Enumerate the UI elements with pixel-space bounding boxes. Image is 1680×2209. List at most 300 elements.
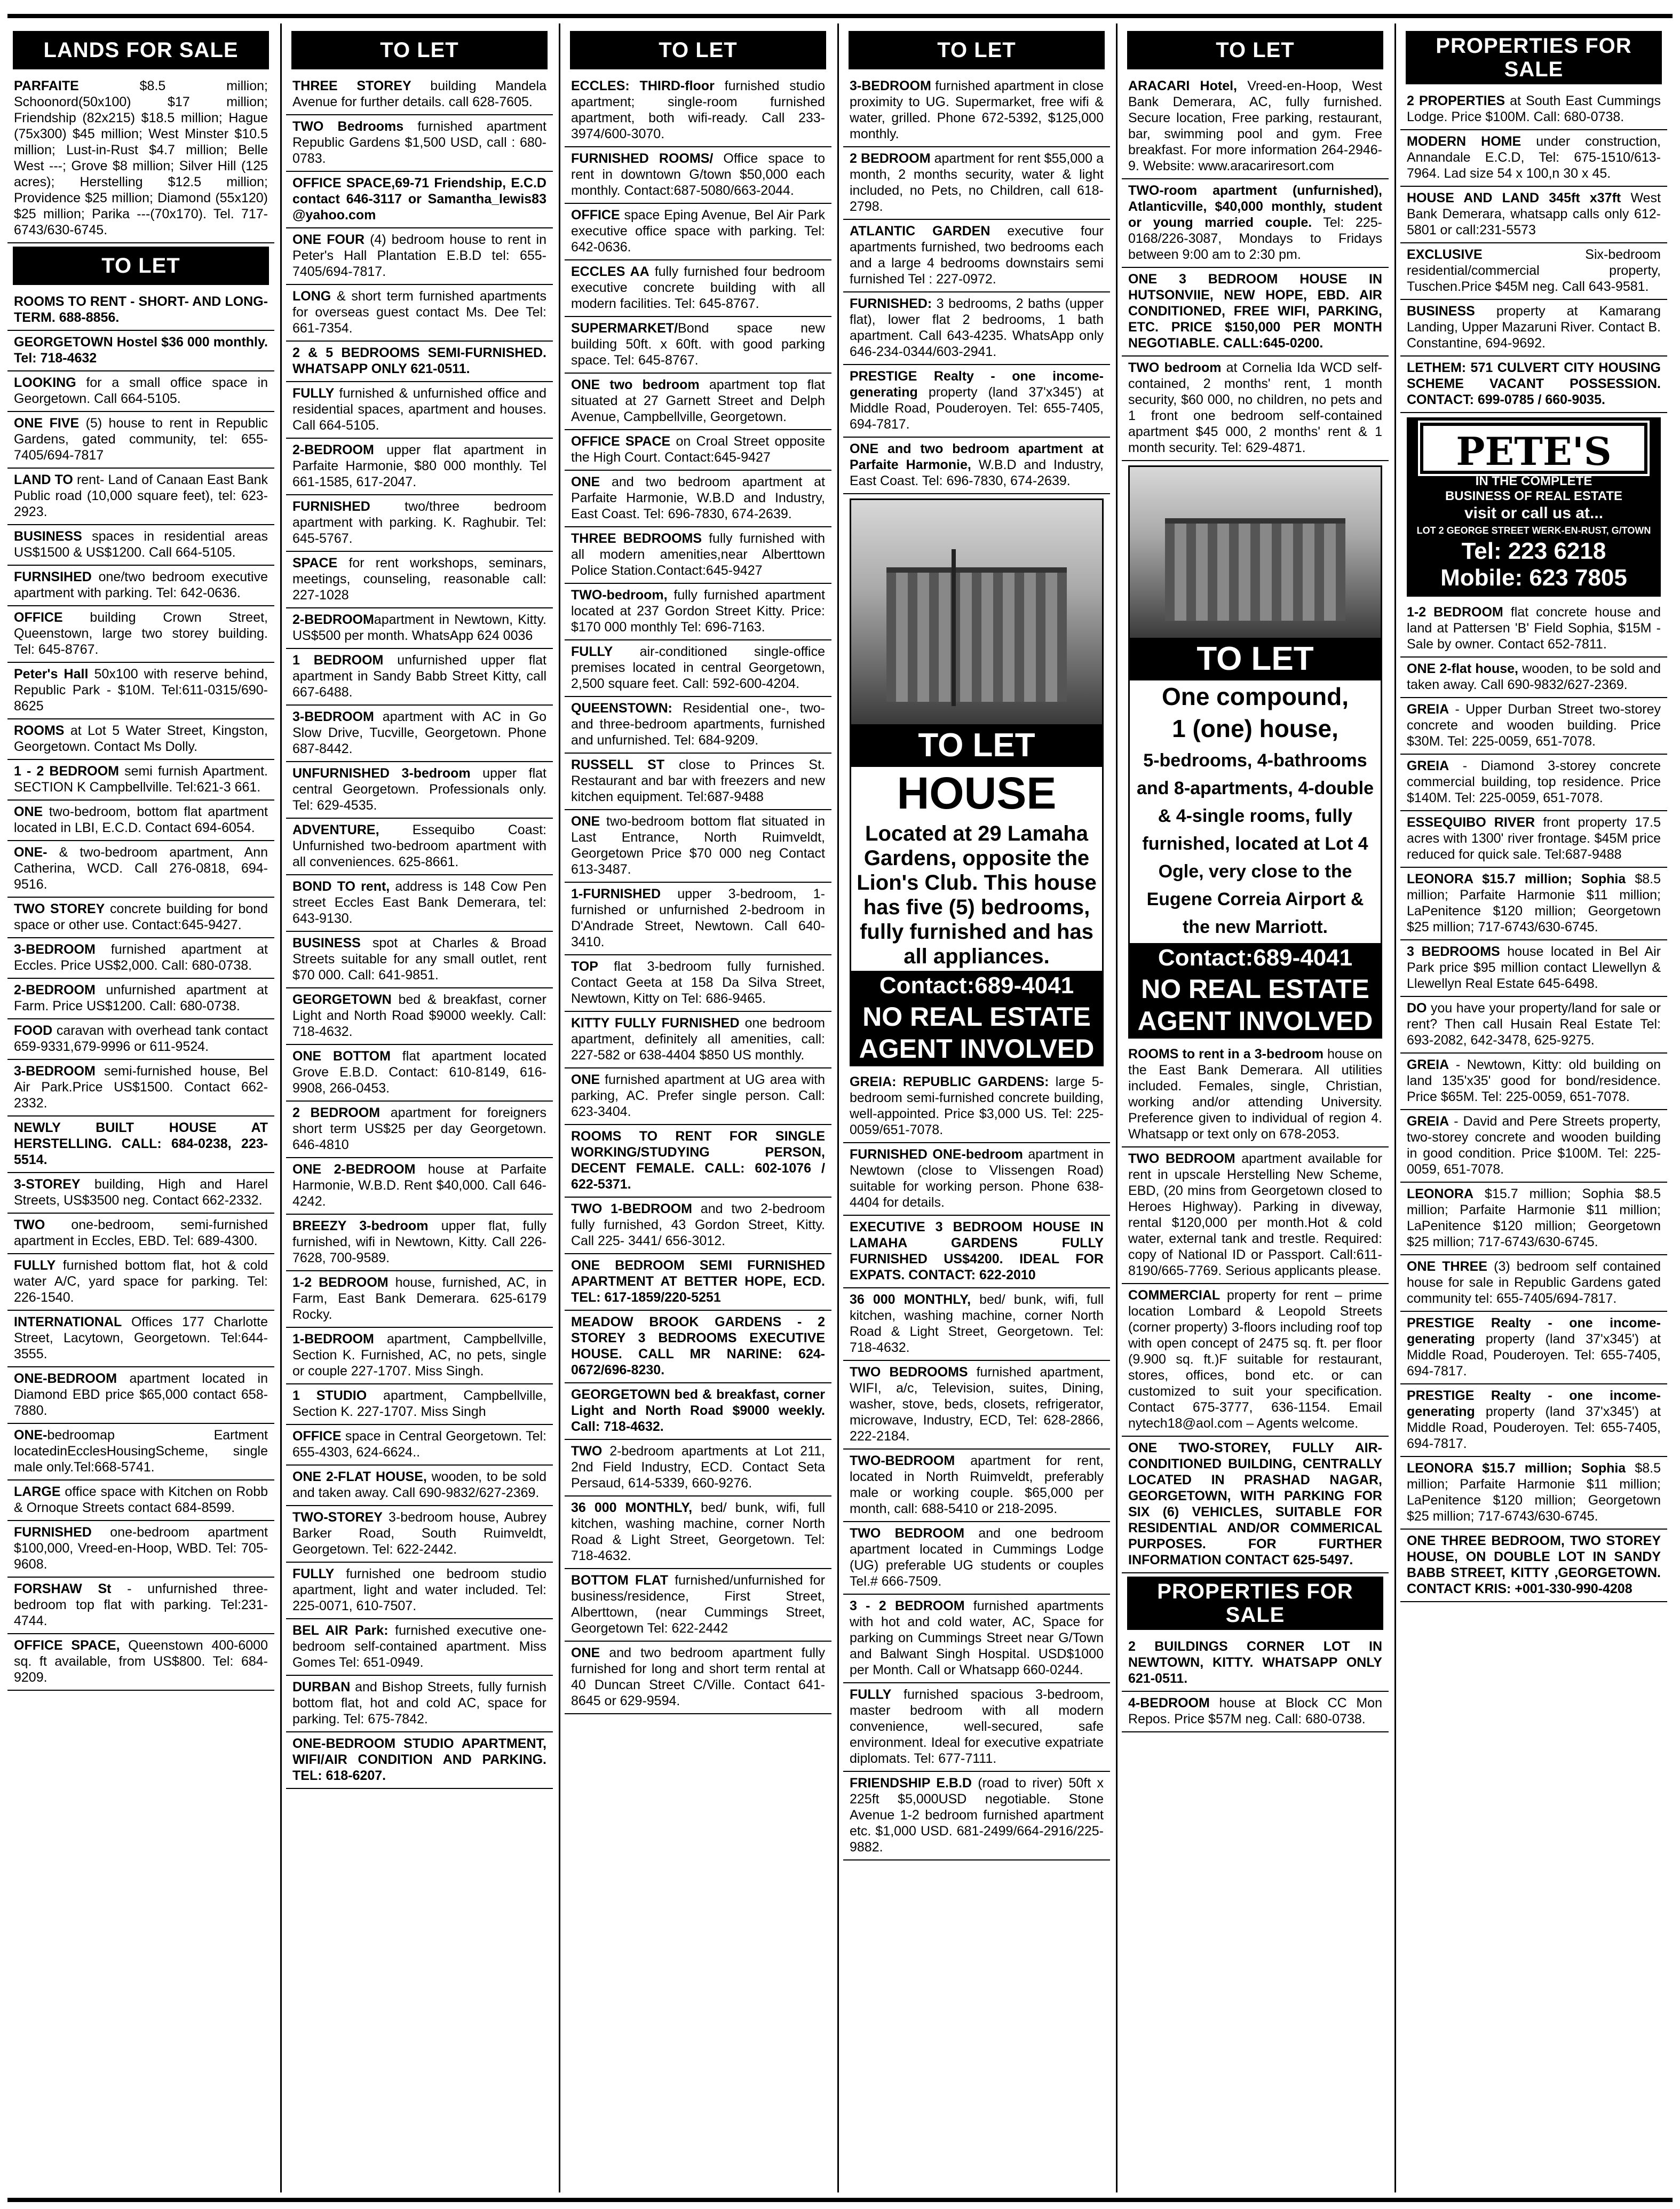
- ad-text: fully furnished apartment located at 237 Gordon Street Kitty. Price: $170 000 monthly Tel: 696-7163.: [571, 588, 825, 635]
- ad-text: at Cornelia Ida WCD self-contained, 2 months' rent, 1 month security, $60 000, no children, no pets and 1 front one bedroom self-contained apartment $45 000, 2 months' rent & 1 month security. Tel: 629-4871.: [1128, 360, 1382, 455]
- classified-ad: [7, 1578, 274, 1634]
- classified-ad: [1122, 1284, 1389, 1437]
- display-ad-header: TO LET: [851, 724, 1102, 767]
- ad-text: West Bank Demerara, whatsapp calls only 612-5801 or call:231-5573: [1407, 191, 1661, 237]
- ad-text: one/two bedroom executive apartment with parking. Tel: 642-0636.: [14, 569, 268, 600]
- ad-lead: ROOMS to rent in a 3-bedroom: [1128, 1047, 1324, 1062]
- ad-lead: 1 - 2 BEDROOM: [14, 764, 119, 779]
- ad-lead: PRESTIGE Realty - one income-generating: [850, 369, 1104, 400]
- ad-lead: 3-BEDROOM: [292, 709, 374, 724]
- classified-ad: [1400, 1054, 1667, 1110]
- ad-lead: PRESTIGE Realty - one income-generating: [1407, 1388, 1661, 1419]
- ad-text: Tel: 225-0168/226-3087, Mondays to Fridays between 9:00 am to 2:30 pm.: [1128, 215, 1382, 262]
- ad-text: 50x100 with reserve behind, Republic Park - $10M. Tel:611-0315/690-8625: [14, 667, 268, 714]
- classified-ad: [565, 430, 831, 471]
- ad-lead: LETHEM: 571 CULVERT CITY HOUSING SCHEME VACANT POSSESSION. CONTACT: 699-0785 / 660-9035.: [1407, 360, 1661, 407]
- ad-text: fully furnished with all modern amenities,near Alberttown Police Station.Contact:645-9427: [571, 531, 825, 578]
- ad-lead: TWO BEDROOM: [1128, 1151, 1235, 1166]
- classified-ad: [286, 172, 553, 228]
- ad-lead: TWO-STOREY: [292, 1510, 383, 1525]
- ad-lead: ONE two bedroom: [571, 377, 700, 392]
- classified-ad: [1400, 1312, 1667, 1384]
- ad-text: caravan with overhead tank contact 659-9331,679-9996 or 611-9524.: [14, 1023, 268, 1054]
- ad-text: concrete building for bond space or other use. Contact:645-9427.: [14, 901, 268, 932]
- classified-ad: [7, 1521, 274, 1578]
- classified-ad: [7, 566, 274, 606]
- classified-ad: [7, 663, 274, 719]
- classified-ad: [1400, 658, 1667, 698]
- petes-logo: PETE'S: [1420, 423, 1648, 474]
- ad-text: apartment in Newtown, Kitty. US$500 per month. WhatsApp 624 0036: [292, 612, 546, 643]
- ad-text: at Lot 5 Water Street, Kingston, Georgetown. Contact Ms Dolly.: [14, 723, 268, 754]
- classified-ad: [7, 1019, 274, 1060]
- column-divider: [837, 23, 839, 2192]
- ad-lead: ONE-: [14, 1428, 47, 1443]
- column-to-let-5: [1122, 28, 1389, 2191]
- section-header-to-let: TO LET: [1127, 31, 1383, 69]
- ad-lead: 1 STUDIO: [292, 1388, 367, 1403]
- petes-address: LOT 2 GEORGE STREET WERK-EN-RUST, G/TOWN: [1416, 525, 1651, 536]
- ad-lead: 2 & 5 BEDROOMS SEMI-FURNISHED. WHATSAPP ONLY 621-0511.: [292, 345, 546, 376]
- ad-lead: COMMERCIAL: [1128, 1288, 1221, 1303]
- classified-ad: [286, 75, 553, 115]
- classified-ad: [565, 1311, 831, 1383]
- classified-ad: [1400, 187, 1667, 243]
- ad-text: apartment, Campbellville, Section K. 227-1707. Miss Singh: [292, 1388, 547, 1419]
- ad-text: 3-bedroom house, Aubrey Barker Road, South Ruimveldt, Georgetown. Tel: 622-2442.: [292, 1510, 546, 1557]
- classified-ad: [843, 438, 1110, 494]
- ad-text: building Crown Street, Queenstown, large two storey building. Tel: 645-8767.: [14, 610, 268, 657]
- classified-ad: [1400, 90, 1667, 130]
- classified-ad: [565, 1012, 831, 1068]
- classified-ad: [7, 938, 274, 979]
- classified-ad: [565, 260, 831, 317]
- ad-lead: 3 BEDROOMS: [1407, 944, 1500, 959]
- ad-lead: HOUSE AND LAND 345ft x37ft: [1407, 191, 1621, 205]
- ad-text: office space with Kitchen on Robb & Ornoque Streets contact 684-8599.: [14, 1484, 268, 1515]
- ad-lead: ONE-: [14, 845, 47, 860]
- classified-ad: [843, 1071, 1110, 1143]
- ad-lead: BUSINESS: [14, 529, 82, 544]
- ad-lead: ROOMS TO RENT - SHORT- AND LONG-TERM. 688-8856.: [14, 294, 268, 325]
- classified-ad: [1400, 300, 1667, 357]
- ad-lead: 36 000 MONTHLY,: [571, 1500, 693, 1515]
- ad-text: and Bishop Streets, fully furnish bottom flat, hot and cold AC, space for parking. Tel: 675-7842.: [292, 1680, 546, 1727]
- ad-lead: ECCLES: THIRD-floor: [571, 78, 715, 93]
- classified-ad: [565, 1198, 831, 1254]
- ad-lead: ROOMS: [14, 723, 65, 738]
- ad-text: semi-furnished house, Bel Air Park.Price US$1500. Contact 662-2332.: [14, 1064, 268, 1111]
- ad-lead: ATLANTIC GARDEN: [850, 224, 990, 239]
- ad-text: close to Princes St. Restaurant and bar with freezers and new kitchen equipment. Tel:687-9488: [571, 757, 825, 804]
- classified-ad: [7, 1214, 274, 1254]
- column-properties-for-sale: [1400, 28, 1667, 2191]
- ad-lead: 1-2 BEDROOM: [292, 1275, 389, 1290]
- ad-lead: FURNISHED: [292, 499, 370, 514]
- ad-text: - Upper Durban Street two-storey concrete and wooden building. Price $30M. Tel: 225-0059, 651-7078.: [1407, 702, 1661, 749]
- ad-lead: SUPERMARKET/: [571, 321, 678, 336]
- display-ad-header: TO LET: [1130, 638, 1381, 680]
- ad-lead: ONE: [571, 1645, 600, 1660]
- classified-ad: [565, 697, 831, 754]
- classified-ad: [286, 706, 553, 762]
- classified-ad: [286, 1271, 553, 1328]
- ad-lead: BREEZY 3-bedroom: [292, 1218, 429, 1233]
- ad-text: unfurnished upper flat apartment in Sandy Babb Street Kitty, call 667-6488.: [292, 653, 546, 700]
- ad-text: furnished one bedroom studio apartment, light and water included. Tel: 225-0071, 610-7507.: [292, 1566, 546, 1613]
- ad-lead: GREIA: REPUBLIC GARDENS:: [850, 1074, 1049, 1089]
- classified-ad: [286, 1215, 553, 1271]
- ad-text: apartment in Newtown (close to Vlissengen Road) suitable for working person. Phone 638-4404 for details.: [850, 1147, 1104, 1210]
- ad-text: 3 bedrooms, 2 baths (upper flat), lower flat 2 bedrooms, 1 bath apartment. Call 643-4235. WhatsApp only 646-234-0344/603-2941.: [850, 296, 1104, 359]
- ad-lead: ONE and two bedroom apartment at Parfaite Harmonie,: [850, 441, 1104, 472]
- ad-lead: ONE: [571, 1072, 600, 1087]
- ad-text: Vreed-en-Hoop, West Bank Demerara, AC, fully furnished. Secure location, Free parking, restaurant, bar, swimming pool and gym. Free breakfast. For more information 264-2946-9. Website: www.aracariresort.com: [1128, 78, 1382, 173]
- ad-lead: THREE STOREY: [292, 78, 411, 93]
- ad-lead: 1 BEDROOM: [292, 653, 384, 668]
- ad-text: two-bedroom bottom flat situated in Last Entrance, North Ruimveldt, Georgetown Price $70 000 neg Contact 613-3487.: [571, 814, 825, 877]
- display-ad-line: 1 (one) house,: [1172, 715, 1338, 742]
- ad-text: house located in Bel Air Park price $95 million contact Llewellyn & Llewellyn Real Estate 645-6498.: [1407, 944, 1661, 991]
- ad-lead: 3-STOREY: [14, 1177, 81, 1192]
- ad-text: (4) bedroom house to rent in Peter's Hall Plantation E.B.D tel: 655-7405/694-7817.: [292, 232, 546, 279]
- ad-lead: OFFICE SPACE,: [14, 1638, 120, 1653]
- ad-text: two/three bedroom apartment with parking. K. Raghubir. Tel: 645-5767.: [292, 499, 546, 546]
- ad-text: space in Central Georgetown. Tel: 655-4303, 624-6624..: [292, 1429, 546, 1460]
- classified-ad: [7, 412, 274, 469]
- classified-ad: [286, 1732, 553, 1789]
- classified-ad: [286, 608, 553, 649]
- classified-ad: [286, 1158, 553, 1215]
- ad-lead: ONE: [14, 804, 43, 819]
- classified-ad: [286, 1466, 553, 1506]
- classified-ad: [286, 552, 553, 608]
- ad-text: wooden, to be sold and taken away. Call 690-9832/627-2369.: [1407, 661, 1661, 692]
- ad-lead: 3-BEDROOM: [850, 78, 931, 93]
- ad-text: air-conditioned single-office premises located in central Georgetown, 2,500 square feet. Call: 592-600-4204.: [571, 644, 825, 691]
- ad-lead: 2-BEDROOM: [292, 442, 374, 457]
- classified-ad: [286, 382, 553, 439]
- compound-photo: [1130, 467, 1381, 638]
- classified-ad: [286, 228, 553, 285]
- classified-ad: [7, 1634, 274, 1691]
- ad-text: space Eping Avenue, Bel Air Park executive office space with parking. Tel: 642-0636.: [571, 208, 825, 255]
- classified-ad: [1122, 179, 1389, 268]
- classified-ad: [565, 955, 831, 1012]
- ad-lead: 1-FURNISHED: [571, 886, 661, 901]
- ad-lead: DURBAN: [292, 1680, 351, 1695]
- classified-ad: [843, 1288, 1110, 1361]
- classified-ad: [565, 75, 831, 147]
- ad-text: - David and Pere Streets property, two-storey concrete and wooden building in good condition. Price $100M. Tel: 225-0059, 651-7078.: [1407, 1114, 1661, 1177]
- ad-text: & short term furnished apartments for overseas guest contact Ms. Dee Tel: 661-7354.: [292, 289, 546, 336]
- classified-ad: [286, 1563, 553, 1619]
- ad-text: house on the East Bank Demerara. All utilities included. Females, single, Christian, working and/or attending University. Preference given to individual of region 4. Whatsapp or text only on 678-2053.: [1128, 1047, 1382, 1142]
- ad-lead: ECCLES AA: [571, 264, 649, 279]
- classified-ad: [286, 1506, 553, 1563]
- classified-ad: [1400, 755, 1667, 811]
- classified-ad: [565, 1254, 831, 1311]
- ad-lead: TWO-BEDROOM: [850, 1453, 955, 1468]
- classified-ad: [565, 527, 831, 584]
- ad-text: upper flat apartment in Parfaite Harmonie, $80 000 monthly. Tel 661-1585, 617-2047.: [292, 442, 546, 489]
- classified-ad: [565, 1383, 831, 1440]
- ad-lead: INTERNATIONAL: [14, 1315, 122, 1329]
- classified-ad: [7, 1424, 274, 1480]
- ad-lead: ONE: [571, 474, 600, 489]
- classified-ad: [7, 75, 274, 243]
- ad-text: apartment available for rent in upscale Herstelling New Scheme, EBD, (20 mins from Georgetown closed to Heroes Highway). Parking in diveway, rental $120,000 per month.Hot & cold water, external tank and trestle. Required: copy of National ID or Passport. Call:611-8190/665-7769. Serious applicants please.: [1128, 1151, 1382, 1278]
- classified-ad: [565, 883, 831, 955]
- classified-ad: [565, 1125, 831, 1198]
- ad-lead: 2-BEDROOM: [292, 612, 374, 627]
- ad-lead: LEONORA $15.7 million; Sophia: [1407, 872, 1626, 886]
- ad-text: flat apartment located Grove E.B.D. Contact: 610-8149, 616-9908, 266-0453.: [292, 1049, 546, 1096]
- ad-lead: Peter's Hall: [14, 667, 89, 682]
- ad-text: fully furnished four bedroom executive concrete building with all modern facilities. Tel: 645-8767.: [571, 264, 825, 311]
- ad-lead: FURNISHED ONE-bedroom: [850, 1147, 1023, 1162]
- classified-ad: [565, 1642, 831, 1714]
- ad-lead: FURNISHED:: [850, 296, 932, 311]
- ad-lead: 2-BEDROOM: [14, 983, 96, 997]
- ad-lead: ONE 2-FLAT HOUSE,: [292, 1469, 427, 1484]
- ad-text: 2-bedroom apartments at Lot 211, 2nd Field Industry, ECD. Contact Seta Persaud, 614-5339, 660-9276.: [571, 1444, 825, 1491]
- classified-ad: [7, 525, 274, 566]
- ad-lead: DO: [1407, 1001, 1427, 1016]
- classified-ad: [1400, 997, 1667, 1054]
- ad-text: $8.5 million; Parfaite Harmonie $11 million; LaPenitence $120 million; Georgetown $25 million; 717-6743/630-6745.: [1407, 1461, 1661, 1524]
- ad-text: Bond space new building 50ft. x 60ft. with good parking space. Tel: 645-8767.: [571, 321, 825, 368]
- ad-text: furnished spacious 3-bedroom, master bedroom with all modern convenience, well-secured, safe environment. Ideal for executive expatriate diplomats. Tel: 677-7111.: [850, 1687, 1104, 1766]
- display-ad-body: 5-bedrooms, 4-bathrooms and 8-apartments, 4-double & 4-single rooms, fully furnished, located at Lot 4 Ogle, very close to the Eugene Correia Airport & the new Marriott.: [1137, 750, 1374, 937]
- ad-lead: FOOD: [14, 1023, 53, 1038]
- house-photo: [851, 500, 1102, 724]
- section-header-to-let: TO LET: [291, 31, 548, 69]
- classified-ad: [286, 115, 553, 172]
- display-ad-title: HOUSE: [897, 768, 1057, 818]
- house-display-ad: [850, 498, 1104, 1066]
- ad-lead: MEADOW BROOK GARDENS - 2 STOREY 3 BEDROOMS EXECUTIVE HOUSE. CALL MR NARINE: 624-0672/696-8230.: [571, 1315, 825, 1377]
- ad-text: one-bedroom, semi-furnished apartment in Eccles, EBD. Tel: 689-4300.: [14, 1217, 268, 1248]
- section-header-to-let: TO LET: [570, 31, 826, 69]
- classified-ad: [843, 1361, 1110, 1450]
- ad-text: furnished & unfurnished office and residential spaces, apartment and houses. Call 664-5105.: [292, 386, 546, 433]
- ad-lead: 2 BEDROOM: [850, 151, 931, 166]
- ad-text: one-bedroom apartment $100,000, Vreed-en-Hoop, WBD. Tel: 705-9608.: [14, 1525, 268, 1572]
- classified-ad: [843, 1683, 1110, 1772]
- ad-text: bed/ bunk, wifi, full kitchen, washing machine, corner North Road & Light Street, Georgetown. Tel: 718-4632.: [850, 1292, 1104, 1355]
- ad-text: building Mandela Avenue for further details. call 628-7605.: [292, 78, 546, 109]
- classified-ad: [843, 1450, 1110, 1522]
- compound-display-ad: [1128, 465, 1382, 1039]
- ad-text: furnished apartments with hot and cold water, AC, Space for parking on Cummings Street near G/Town and Balwant Singh Hospital. USD$1000 per Month. Call or Whatsapp 660-0244.: [850, 1598, 1104, 1677]
- ad-text: Residential one-, two- and three-bedroom apartments, furnished and unfurnished. Tel: 684-9209.: [571, 701, 825, 748]
- section-header-properties-for-sale: PROPERTIES FOR SALE: [1127, 1577, 1383, 1630]
- ad-text: property at Kamarang Landing, Upper Mazaruni River. Contact B. Constantine, 694-9692.: [1407, 304, 1661, 351]
- classified-ad: [286, 1102, 553, 1158]
- classified-ad: [286, 875, 553, 932]
- ad-lead: ONE TWO-STOREY, FULLY AIR-CONDITIONED BUILDING, CENTRALLY LOCATED IN PRASHAD NAGAR, GEORGETOWN, WITH PARKING FOR SIX (6) VEHICLES, SUITABLE FOR RESIDENTIAL AND/OR COMMERICAL PURPOSES. FOR FURTHER INFORMATION CONTACT 625-5497.: [1128, 1440, 1382, 1567]
- ad-text: apartment top flat situated at 27 Garnett Street and Delph Avenue, Campbellville, Georgetown.: [571, 377, 825, 424]
- classified-ad: [1400, 357, 1667, 413]
- ad-lead: OFFICE: [14, 610, 63, 625]
- ad-lead: 3-BEDROOM: [14, 1064, 96, 1079]
- petes-mobile: Mobile: 623 7805: [1440, 565, 1627, 591]
- ad-text: one bedroom apartment, definitely all amenities, call: 227-582 or 638-4404 $850 US monthly.: [571, 1016, 825, 1063]
- ad-lead: PRESTIGE Realty - one income-generating: [1407, 1316, 1661, 1347]
- display-ad-line: One compound,: [1161, 683, 1349, 710]
- ad-text: and one bedroom apartment located in Cummings Lodge (UG) preferable UG students or couples Tel.# 666-7509.: [850, 1526, 1104, 1589]
- ad-text: semi furnish Apartment. SECTION K Campbellville. Tel:621-3 661.: [14, 764, 268, 795]
- classified-ad: [1400, 811, 1667, 868]
- ad-lead: 2 BEDROOM: [292, 1105, 381, 1120]
- ad-lead: GEORGETOWN bed & breakfast, corner Light and North Road $9000 weekly. Call: 718-4632.: [571, 1387, 825, 1434]
- classified-ad: [843, 147, 1110, 220]
- classified-ad: [7, 841, 274, 898]
- classified-ad: [843, 1772, 1110, 1860]
- ad-lead: 36 000 MONTHLY,: [850, 1292, 971, 1307]
- classified-ad: [7, 979, 274, 1019]
- ad-text: Six-bedroom residential/commercial property, Tuschen.Price $45M neg. Call 643-9581.: [1407, 247, 1661, 294]
- ad-lead: TWO BEDROOMS: [850, 1365, 968, 1380]
- ad-text: furnished studio apartment; single-room furnished apartment, both wifi-ready. Call 233-3974/600-3070.: [571, 78, 825, 141]
- ad-lead: BUSINESS: [1407, 304, 1475, 319]
- classified-ad: [7, 331, 274, 371]
- ad-lead: ONE-BEDROOM: [14, 1371, 117, 1386]
- column-to-let-4: [843, 28, 1110, 2191]
- classified-ad: [1122, 1147, 1389, 1284]
- classified-ad: [565, 317, 831, 374]
- column-divider: [559, 23, 560, 2192]
- column-divider: [1394, 23, 1396, 2192]
- ad-lead: LARGE: [14, 1484, 61, 1499]
- ad-lead: ONE BEDROOM SEMI FURNISHED APARTMENT AT BETTER HOPE, ECD. TEL: 617-1859/220-5251: [571, 1258, 825, 1305]
- ad-lead: 2 BUILDINGS CORNER LOT IN NEWTOWN, KITTY. WHATSAPP ONLY 621-0511.: [1128, 1639, 1382, 1686]
- ad-text: and two 2-bedroom fully furnished, 43 Gordon Street, Kitty. Call 225- 3441/ 656-3012.: [571, 1201, 825, 1248]
- ad-lead: LONG: [292, 289, 331, 304]
- classified-ad: [1400, 130, 1667, 187]
- classified-ad: [7, 801, 274, 841]
- ad-lead: 4-BEDROOM: [1128, 1696, 1210, 1711]
- classified-ad: [565, 640, 831, 697]
- ad-text: & two-bedroom apartment, Ann Catherina, WCD. Call 276-0818, 694-9516.: [14, 845, 268, 892]
- classified-ad: [1400, 940, 1667, 997]
- ad-text: building, High and Harel Streets, US$3500 neg. Contact 662-2332.: [14, 1177, 268, 1208]
- classified-ad: [286, 932, 553, 988]
- petes-tagline: IN THE COMPLETE: [1475, 474, 1592, 488]
- ad-lead: ONE: [571, 814, 600, 829]
- ad-lead: FURNSIHED: [14, 569, 92, 584]
- ad-text: large 5-bedroom semi-furnished concrete building, well-appointed. Price $3,000 US. Tel: 225-0059/651-7078.: [850, 1074, 1104, 1137]
- ad-lead: 1-2 BEDROOM: [1407, 605, 1503, 620]
- ad-lead: ONE 2-BEDROOM: [292, 1162, 416, 1177]
- classified-ad: [7, 290, 274, 331]
- display-ad-body: Located at 29 Lamaha Gardens, opposite the Lion's Club. This house has five (5) bedrooms, fully furnished and has all appliances.: [857, 822, 1097, 968]
- ad-lead: TWO Bedrooms: [292, 119, 404, 134]
- ad-lead: TWO-room apartment (unfurnished), Atlanticville, $40,000 monthly, student or young married couple.: [1128, 183, 1382, 230]
- classified-ad: [7, 1117, 274, 1173]
- ad-lead: TWO: [14, 1217, 45, 1232]
- classified-ad: [1400, 1183, 1667, 1255]
- display-ad-contact: Contact:689-4041: [851, 971, 1102, 1001]
- classified-ad: [286, 819, 553, 875]
- ad-lead: FULLY: [292, 386, 335, 401]
- classified-ad: [565, 584, 831, 640]
- ad-lead: GREIA: [1407, 702, 1449, 717]
- classified-ad: [7, 606, 274, 663]
- ad-lead: LEONORA $15.7 million; Sophia: [1407, 1461, 1626, 1476]
- classified-ad: [286, 1676, 553, 1732]
- ad-lead: PARFAITE: [14, 78, 79, 93]
- ad-text: on Croal Street opposite the High Court. Contact:645-9427: [571, 434, 825, 465]
- ad-lead: EXCLUSIVE: [1407, 247, 1483, 262]
- ad-lead: GREIA: [1407, 1057, 1449, 1072]
- classified-ad: [843, 292, 1110, 365]
- ad-text: furnished apartment, WIFI, a/c, Television, suites, Dining, washer, stove, beds, closets, refrigerator, microwave, Industry, ECD, Tel: 628-2866, 222-2184.: [850, 1365, 1104, 1444]
- classified-ad: [843, 1143, 1110, 1216]
- ad-lead: THREE BEDROOMS: [571, 531, 702, 546]
- classified-ad: [7, 1254, 274, 1311]
- classified-ad: [286, 1425, 553, 1466]
- ad-lead: SPACE: [292, 556, 338, 571]
- ad-lead: BEL AIR Park:: [292, 1623, 389, 1638]
- ad-text: house at Parfaite Harmonie, W.B.D. Rent $40,000. Call 646-4242.: [292, 1162, 546, 1209]
- classified-ad: [843, 1522, 1110, 1595]
- ad-lead: 3-BEDROOM: [14, 942, 96, 957]
- section-header-lands-for-sale: LANDS FOR SALE: [13, 31, 269, 69]
- classified-ad: [1122, 357, 1389, 461]
- ad-lead: GEORGETOWN: [292, 992, 392, 1007]
- column-to-let-3: [565, 28, 831, 2191]
- ad-lead: ADVENTURE,: [292, 822, 379, 837]
- classified-ad: [1400, 1255, 1667, 1312]
- ad-text: apartment, Campbellville, Section K. Furnished, AC, no pets, single or couple 227-1707. Miss Singh.: [292, 1332, 546, 1379]
- ad-text: apartment for foreigners short term US$25 per day Georgetown. 646-4810: [292, 1105, 547, 1152]
- classified-ad: [565, 1068, 831, 1125]
- classified-ad: [7, 898, 274, 938]
- ad-lead: FULLY: [571, 644, 613, 659]
- ad-lead: ROOMS TO RENT FOR SINGLE WORKING/STUDYING PERSON, DECENT FEMALE. CALL: 602-1076 / 622-5371.: [571, 1129, 825, 1192]
- column-divider: [1116, 23, 1118, 2192]
- classified-ad: [1122, 1635, 1389, 1692]
- classified-ad: [565, 754, 831, 810]
- ad-text: bedroomap Eartment locatedinEcclesHousingScheme, single male only.Tel:668-5741.: [14, 1428, 268, 1475]
- classified-ad: [7, 1060, 274, 1117]
- classified-ad: [1400, 1530, 1667, 1602]
- ad-lead: GREIA: [1407, 758, 1449, 773]
- ad-lead: UNFURNISHED 3-bedroom: [292, 766, 471, 781]
- ad-lead: FURNISHED: [14, 1525, 92, 1540]
- ad-lead: KITTY FULLY FURNISHED: [571, 1016, 740, 1031]
- classified-ad: [286, 1384, 553, 1425]
- ad-text: and two bedroom apartment at Parfaite Harmonie, W.B.D and Industry, East Coast. Tel: 696-7830, 674-2639.: [571, 474, 825, 521]
- ad-text: Queenstown 400-6000 sq. ft available, from US$800. Tel: 684-9209.: [14, 1638, 268, 1685]
- classified-ad: [1122, 1692, 1389, 1732]
- display-ad-contact: Contact:689-4041: [1130, 943, 1381, 973]
- ad-lead: QUEENSTOWN:: [571, 701, 672, 716]
- classified-ad: [565, 204, 831, 260]
- classified-ad: [286, 439, 553, 495]
- ad-lead: OFFICE SPACE,69-71 Friendship, E.C.D contact 646-3117 or Samantha_lewis83 @yahoo.com: [292, 176, 546, 223]
- classified-ad: [843, 365, 1110, 438]
- classified-ad: [1122, 75, 1389, 179]
- ad-text: property (land 37'x345') at Middle Road, Pouderoyen. Tel: 655-7405, 694-7817.: [850, 385, 1104, 432]
- classified-ad: [286, 649, 553, 706]
- classified-ad: [1400, 243, 1667, 300]
- classified-ad: [286, 495, 553, 552]
- ad-text: furnished apartment at Eccles. Price US$2,000. Call: 680-0738.: [14, 942, 268, 973]
- section-header-properties-for-sale: PROPERTIES FOR SALE: [1406, 31, 1662, 84]
